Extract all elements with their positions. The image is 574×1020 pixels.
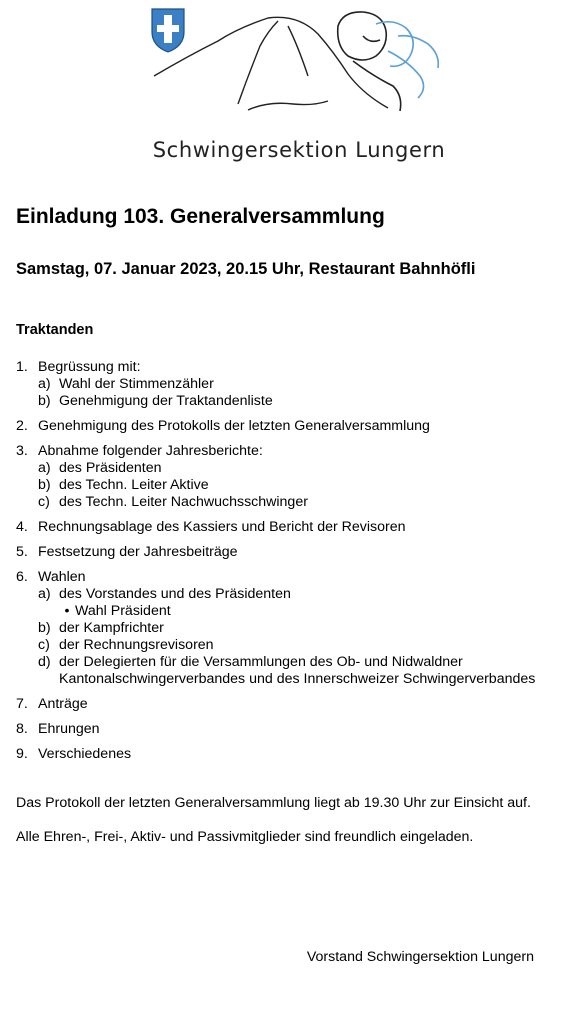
event-date-location: Samstag, 07. Januar 2023, 20.15 Uhr, Restaurant Bahnhöfli [16, 260, 476, 278]
agenda-item [16, 569, 566, 688]
protocol-note: Das Protokoll der letzten Generalversammlung liegt ab 19.30 Uhr zur Einsicht auf. [16, 795, 531, 811]
agenda-subitem: c) des Techn. Leiter Nachwuchsschwinger [38, 494, 308, 510]
invitation-note: Alle Ehren-, Frei-, Aktiv- und Passivmitglieder sind freundlich eingeladen. [16, 829, 474, 845]
agenda-item-number: 8. [16, 721, 28, 737]
agenda-item-text: Begrüssung mit: [38, 359, 141, 375]
agenda-subitem: a) Wahl der Stimmenzähler [38, 376, 214, 392]
agenda-item [16, 443, 566, 511]
signature: Vorstand Schwingersektion Lungern [306, 949, 534, 965]
wrestlers-drawing [338, 12, 439, 111]
agenda-subitem: c) der Rechnungsrevisoren [38, 637, 214, 653]
agenda-item-text: Rechnungsablage des Kassiers und Bericht der Revisoren [38, 519, 406, 535]
agenda-list [16, 359, 566, 771]
agenda-item-number: 7. [16, 696, 28, 712]
agenda-subitem: a) des Vorstandes und des Präsidenten [38, 586, 291, 602]
bullet-icon: • [64, 603, 70, 619]
agenda-item-number: 2. [16, 418, 28, 434]
agenda-item [16, 696, 566, 713]
agenda-item-text: Verschiedenes [38, 746, 132, 762]
agenda-item-text: Festsetzung der Jahresbeiträge [38, 544, 238, 560]
agenda-item-number: 9. [16, 746, 28, 762]
agenda-subitem: b) der Kampfrichter [38, 620, 164, 636]
agenda-item-text: Anträge [38, 696, 88, 712]
agenda-subitem: a) des Präsidenten [38, 460, 162, 476]
agenda-item-text: Abnahme folgender Jahresberichte: [38, 443, 263, 459]
agenda-subitem: b) Genehmigung der Traktandenliste [38, 393, 273, 409]
agenda-item-number: 6. [16, 569, 28, 585]
agenda-item [16, 418, 566, 435]
org-name: Schwingersektion Lungern [152, 138, 446, 162]
agenda-item-number: 3. [16, 443, 28, 459]
agenda-bullet: • Wahl Präsident [38, 603, 566, 620]
agenda-item-number: 5. [16, 544, 28, 560]
agenda-item-number: 1. [16, 359, 28, 375]
agenda-item [16, 721, 566, 738]
agenda-item [16, 359, 566, 410]
agenda-item [16, 544, 566, 561]
agenda-item [16, 519, 566, 536]
agenda-subitem: d) der Delegierten für die Versammlungen des Ob- und Nidwaldner Kantonalschwingerverbandes und des Innerschweizer Schwingerverbandes [38, 654, 536, 687]
section-logo [148, 6, 448, 121]
agenda-item-text: Ehrungen [38, 721, 100, 737]
agenda-item-text: Wahlen [38, 569, 86, 585]
agenda-item-text: Genehmigung des Protokolls der letzten Generalversammlung [38, 418, 430, 434]
agenda-item-number: 4. [16, 519, 28, 535]
shield-cross-icon [152, 9, 184, 52]
mountain-drawing [154, 17, 388, 110]
agenda-heading: Traktanden [16, 322, 94, 338]
agenda-subitem: b) des Techn. Leiter Aktive [38, 477, 209, 493]
agenda-item [16, 746, 566, 763]
page-title: Einladung 103. Generalversammlung [16, 205, 385, 228]
